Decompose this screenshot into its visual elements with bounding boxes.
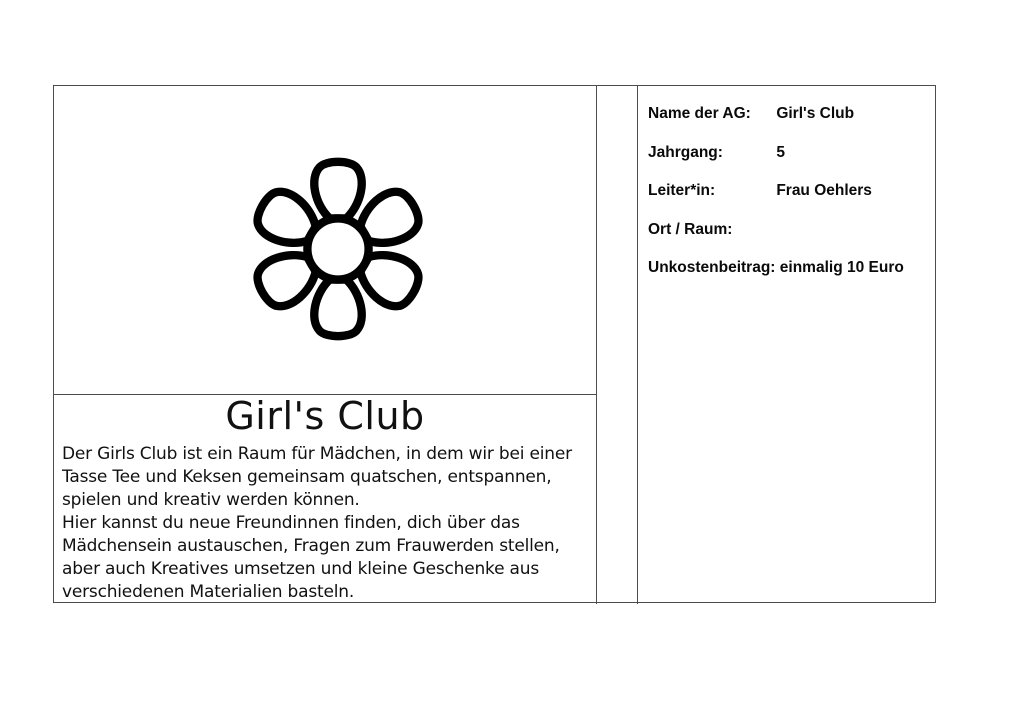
ag-info-table: [53, 85, 936, 603]
flower-icon: [236, 147, 440, 351]
info-value: einmalig 10 Euro: [779, 259, 904, 276]
spacer-column: [597, 86, 638, 604]
info-panel: [638, 86, 935, 604]
info-value: Girl's Club: [776, 105, 855, 122]
info-label: Leiter*in:: [648, 182, 716, 199]
info-row-name: [648, 105, 929, 123]
club-title: Girl's Club: [225, 394, 425, 438]
club-description-paragraph-2: Hier kannst du neue Freundinnen finden, dich über das Mädchensein austauschen, Fragen zum Frauwerden stellen, aber auch Kreatives umsetzen und kleine Geschenke aus verschiedenen Materialien basteln.: [62, 512, 560, 602]
info-row-jahrgang: [648, 144, 929, 162]
club-description-paragraph-1: Der Girls Club ist ein Raum für Mädchen, in dem wir bei einer Tasse Tee und Keksen gemeinsam quatschen, entspannen, spielen und kreativ werden können.: [62, 443, 572, 510]
left-column: [54, 86, 597, 604]
flower-cell: [54, 86, 596, 395]
info-value: 5: [776, 143, 785, 161]
description-cell: [54, 395, 596, 604]
info-row-ort-raum: [648, 221, 929, 239]
info-label: Unkostenbeitrag:: [648, 259, 776, 276]
info-value: Frau Oehlers: [776, 182, 872, 199]
info-row-leiterin: [648, 182, 929, 200]
info-label: Name der AG:: [648, 105, 751, 122]
info-label: Jahrgang:: [648, 143, 723, 161]
info-label: Ort / Raum:: [648, 220, 733, 238]
info-row-unkostenbeitrag: [648, 259, 929, 277]
